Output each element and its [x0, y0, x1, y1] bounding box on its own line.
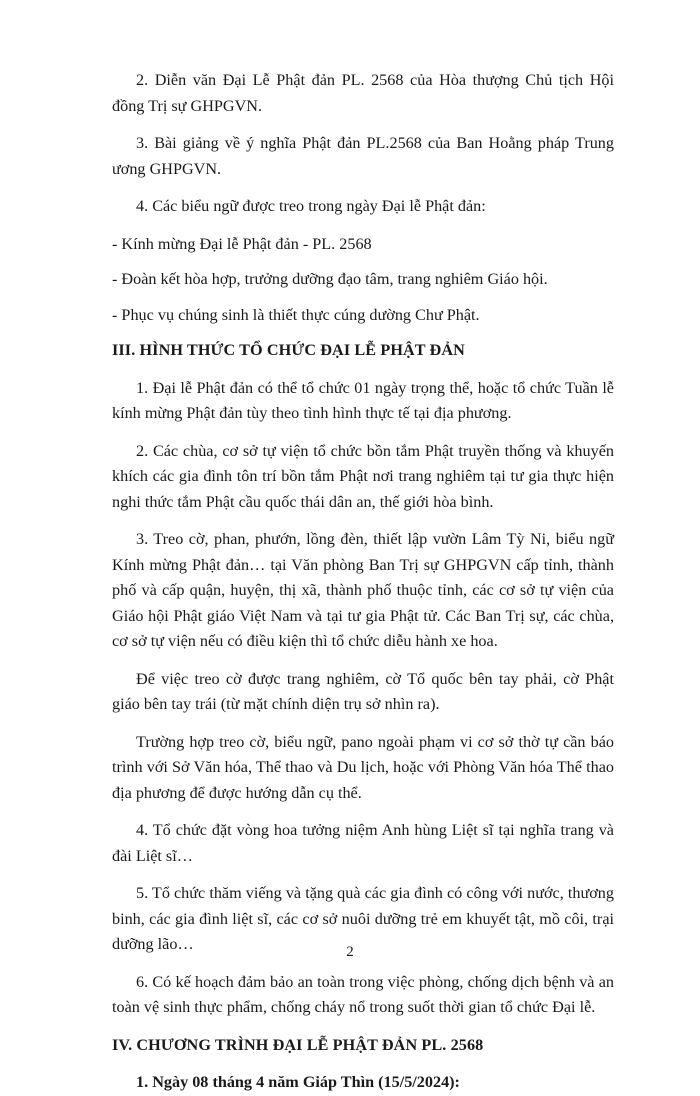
- section-3-paragraph-1: 1. Đại lễ Phật đản có thể tổ chức 01 ngày trọng thể, hoặc tổ chức Tuần lễ kính mừng Phật đản tùy theo tình hình thực tế tại địa phương.: [112, 378, 614, 422]
- section-3-paragraph-3: 3. Treo cờ, phan, phướn, lồng đèn, thiết lập vườn Lâm Tỳ Ni, biểu ngữ Kính mừng Phật đản… tại Văn phòng Ban Trị sự GHPGVN cấp tỉnh, thành phố và cấp quận, huyện, thị xã, thành phố thuộc tỉnh, các cơ sở tự viện của Giáo hội Phật giáo Việt Nam và tại tư gia Phật tử. Các Ban Trị sự, các chùa, cơ sở tự viện nếu có điều kiện thì tổ chức diễu hành xe hoa.: [112, 530, 614, 650]
- paragraph-item-4: 4. Các biểu ngữ được treo trong ngày Đại lễ Phật đản:: [136, 197, 486, 215]
- page-number: 2: [346, 944, 354, 960]
- paragraph-item-2: 2. Diễn văn Đại Lễ Phật đản PL. 2568 của Hòa thượng Chủ tịch Hội đồng Trị sự GHPGVN.: [112, 71, 614, 115]
- section-3-paragraph-4: 4. Tổ chức đặt vòng hoa tưởng niệm Anh hùng Liệt sĩ tại nghĩa trang và đài Liệt sĩ…: [112, 821, 614, 865]
- section-4-heading: IV. CHƯƠNG TRÌNH ĐẠI LỄ PHẬT ĐẢN PL. 2568: [112, 1035, 484, 1054]
- section-3-paragraph-2: 2. Các chùa, cơ sở tự viện tổ chức bồn tắm Phật truyền thống và khuyến khích các gia đình tôn trí bồn tắm Phật nơi trang nghiêm tại tư gia thực hiện nghi thức tắm Phật cầu quốc thái dân an, thế giới hòa bình.: [112, 441, 614, 511]
- section-3-paragraph-flag-placement: Để việc treo cờ được trang nghiêm, cờ Tổ quốc bên tay phải, cờ Phật giáo bên tay trái (từ mặt chính diện trụ sở nhìn ra).: [112, 669, 614, 713]
- section-3-paragraph-5: 5. Tổ chức thăm viếng và tặng quà các gia đình có công với nước, thương binh, các gia đình liệt sĩ, các cơ sở nuôi dưỡng trẻ em khuyết tật, mồ côi, trại dưỡng lão…: [112, 884, 614, 953]
- section-3-heading: III. HÌNH THỨC TỔ CHỨC ĐẠI LỄ PHẬT ĐẢN: [112, 341, 465, 359]
- paragraph-item-3: 3. Bài giảng về ý nghĩa Phật đản PL.2568 của Ban Hoằng pháp Trung ương GHPGVN.: [112, 134, 614, 178]
- section-4-item-1: 1. Ngày 08 tháng 4 năm Giáp Thìn (15/5/2024):: [136, 1073, 460, 1091]
- banner-line-1: - Kính mừng Đại lễ Phật đản - PL. 2568: [112, 234, 372, 253]
- section-3-paragraph-6: 6. Có kế hoạch đảm bảo an toàn trong việc phòng, chống dịch bệnh và an toàn vệ sinh thực phẩm, chống cháy nổ trong suốt thời gian tổ chức Đại lễ.: [112, 972, 614, 1016]
- banner-line-3: - Phục vụ chúng sinh là thiết thực cúng dường Chư Phật.: [112, 305, 480, 324]
- section-3-paragraph-reporting: Trường hợp treo cờ, biểu ngữ, pano ngoài phạm vi cơ sở thờ tự cần báo trình với Sở Văn hóa, Thể thao và Du lịch, hoặc với Phòng Văn hóa Thể thao địa phương để được hướng dẫn cụ thể.: [112, 732, 614, 802]
- banner-line-2: - Đoàn kết hòa hợp, trưởng dưỡng đạo tâm, trang nghiêm Giáo hội.: [112, 270, 548, 288]
